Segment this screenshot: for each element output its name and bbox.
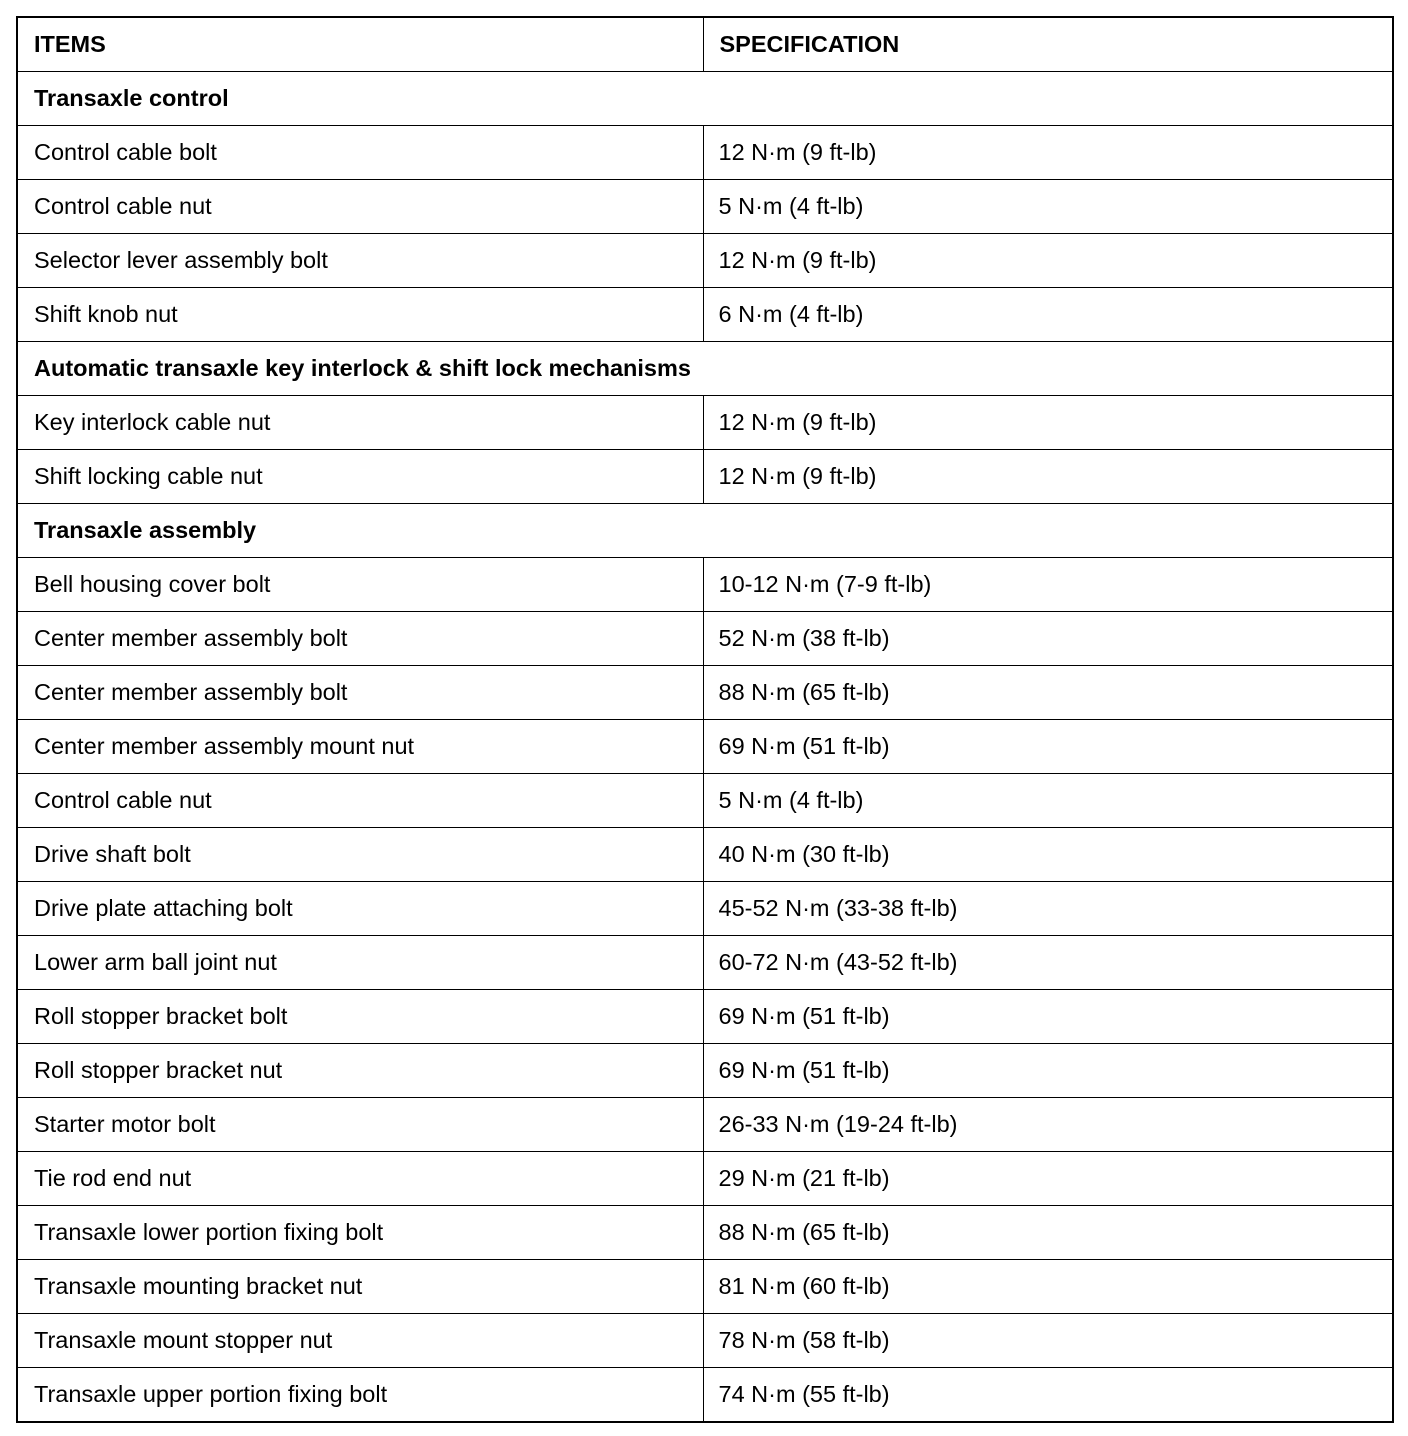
section-title: Transaxle control	[17, 72, 1393, 126]
item-cell: Center member assembly bolt	[17, 666, 703, 720]
table-row	[17, 720, 1393, 774]
specification-cell: 29 N·m (21 ft-lb)	[703, 1152, 1393, 1206]
specification-cell: 69 N·m (51 ft-lb)	[703, 1044, 1393, 1098]
section-row	[17, 72, 1393, 126]
specification-cell: 88 N·m (65 ft-lb)	[703, 666, 1393, 720]
specification-cell: 60-72 N·m (43-52 ft-lb)	[703, 936, 1393, 990]
table-row	[17, 1152, 1393, 1206]
table-row	[17, 126, 1393, 180]
table-row	[17, 828, 1393, 882]
column-header-specification: SPECIFICATION	[703, 17, 1393, 72]
section-row	[17, 504, 1393, 558]
table-row	[17, 1368, 1393, 1423]
table-row	[17, 666, 1393, 720]
specification-cell: 40 N·m (30 ft-lb)	[703, 828, 1393, 882]
table-row	[17, 990, 1393, 1044]
table-row	[17, 1206, 1393, 1260]
item-cell: Roll stopper bracket bolt	[17, 990, 703, 1044]
item-cell: Control cable bolt	[17, 126, 703, 180]
specification-cell: 52 N·m (38 ft-lb)	[703, 612, 1393, 666]
section-title: Automatic transaxle key interlock & shift lock mechanisms	[17, 342, 1393, 396]
table-row	[17, 882, 1393, 936]
specification-cell: 69 N·m (51 ft-lb)	[703, 990, 1393, 1044]
table-row	[17, 936, 1393, 990]
item-cell: Tie rod end nut	[17, 1152, 703, 1206]
table-header	[17, 17, 1393, 72]
specification-cell: 10-12 N·m (7-9 ft-lb)	[703, 558, 1393, 612]
table-row	[17, 1314, 1393, 1368]
item-cell: Lower arm ball joint nut	[17, 936, 703, 990]
table-row	[17, 774, 1393, 828]
table-row	[17, 558, 1393, 612]
item-cell: Control cable nut	[17, 180, 703, 234]
specification-cell: 12 N·m (9 ft-lb)	[703, 126, 1393, 180]
item-cell: Drive shaft bolt	[17, 828, 703, 882]
specification-cell: 12 N·m (9 ft-lb)	[703, 234, 1393, 288]
table-row	[17, 396, 1393, 450]
section-title: Transaxle assembly	[17, 504, 1393, 558]
table-row	[17, 1044, 1393, 1098]
table-row	[17, 288, 1393, 342]
section-row	[17, 342, 1393, 396]
specification-cell: 74 N·m (55 ft-lb)	[703, 1368, 1393, 1423]
item-cell: Control cable nut	[17, 774, 703, 828]
specification-cell: 81 N·m (60 ft-lb)	[703, 1260, 1393, 1314]
specification-cell: 5 N·m (4 ft-lb)	[703, 180, 1393, 234]
item-cell: Transaxle mounting bracket nut	[17, 1260, 703, 1314]
table-row	[17, 1098, 1393, 1152]
specification-cell: 6 N·m (4 ft-lb)	[703, 288, 1393, 342]
specification-cell: 78 N·m (58 ft-lb)	[703, 1314, 1393, 1368]
table-row	[17, 612, 1393, 666]
specification-cell: 5 N·m (4 ft-lb)	[703, 774, 1393, 828]
table-body	[17, 72, 1393, 1423]
header-row	[17, 17, 1393, 72]
item-cell: Center member assembly mount nut	[17, 720, 703, 774]
table-row	[17, 1260, 1393, 1314]
item-cell: Bell housing cover bolt	[17, 558, 703, 612]
specification-cell: 26-33 N·m (19-24 ft-lb)	[703, 1098, 1393, 1152]
item-cell: Shift locking cable nut	[17, 450, 703, 504]
specification-cell: 12 N·m (9 ft-lb)	[703, 450, 1393, 504]
table-row	[17, 180, 1393, 234]
specification-cell: 69 N·m (51 ft-lb)	[703, 720, 1393, 774]
item-cell: Center member assembly bolt	[17, 612, 703, 666]
specification-cell: 88 N·m (65 ft-lb)	[703, 1206, 1393, 1260]
item-cell: Roll stopper bracket nut	[17, 1044, 703, 1098]
item-cell: Drive plate attaching bolt	[17, 882, 703, 936]
specification-cell: 45-52 N·m (33-38 ft-lb)	[703, 882, 1393, 936]
item-cell: Transaxle lower portion fixing bolt	[17, 1206, 703, 1260]
item-cell: Key interlock cable nut	[17, 396, 703, 450]
column-header-items: ITEMS	[17, 17, 703, 72]
table-row	[17, 450, 1393, 504]
torque-specification-table	[16, 16, 1394, 1423]
item-cell: Transaxle upper portion fixing bolt	[17, 1368, 703, 1423]
item-cell: Shift knob nut	[17, 288, 703, 342]
specification-cell: 12 N·m (9 ft-lb)	[703, 396, 1393, 450]
item-cell: Selector lever assembly bolt	[17, 234, 703, 288]
item-cell: Starter motor bolt	[17, 1098, 703, 1152]
table-row	[17, 234, 1393, 288]
item-cell: Transaxle mount stopper nut	[17, 1314, 703, 1368]
